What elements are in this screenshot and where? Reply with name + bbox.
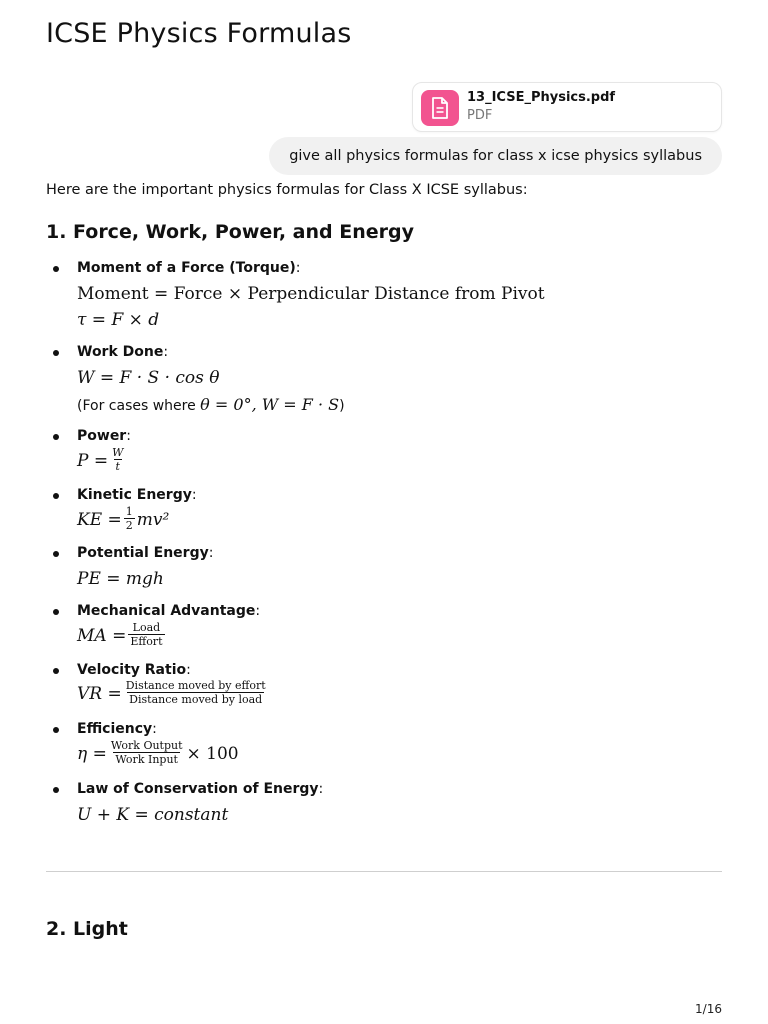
item-label: Mechanical Advantage: xyxy=(77,603,261,619)
item-label: Velocity Ratio: xyxy=(77,662,191,678)
item-label: Potential Energy: xyxy=(77,545,214,561)
formula-potential-energy: PE = mgh xyxy=(77,569,164,589)
bullet-icon xyxy=(53,434,59,440)
user-message-bubble: give all physics formulas for class x icse physics syllabus xyxy=(269,137,722,175)
fraction: $\frac{W}{t}$ xyxy=(112,446,124,473)
section-heading-force-work-power-energy: 1. Force, Work, Power, and Energy xyxy=(46,221,414,243)
item-label: Kinetic Energy: xyxy=(77,487,197,503)
formula-velocity-ratio: VR = $\frac{\text{Distance moved by effort}}{\text{Distance moved by load}}$ xyxy=(77,679,266,706)
bullet-icon xyxy=(53,787,59,793)
formula-work-done: W = F · S · cos θ xyxy=(77,368,220,388)
bullet-icon xyxy=(53,493,59,499)
bullet-icon xyxy=(53,551,59,557)
fraction: $\frac{\text{Load}}{\text{Effort}}$ xyxy=(130,621,163,648)
bullet-icon xyxy=(53,668,59,674)
bullet-icon xyxy=(53,350,59,356)
formula-mechanical-advantage: MA = $\frac{\text{Load}}{\text{Effort}}$ xyxy=(77,621,163,648)
item-label: Power: xyxy=(77,428,131,444)
item-label: Efficiency: xyxy=(77,721,157,737)
formula-torque-definition: Moment = Force × Perpendicular Distance from Pivot xyxy=(77,284,545,304)
formula-power: P = $\frac{W}{t}$ xyxy=(77,446,124,473)
page-title: ICSE Physics Formulas xyxy=(46,18,352,49)
work-done-note: (For cases where θ = 0°, W = F · S) xyxy=(77,395,345,414)
document-icon xyxy=(421,90,459,126)
bullet-icon xyxy=(53,609,59,615)
formula-kinetic-energy: KE = $\frac{1}{2}$ mv² xyxy=(77,505,170,532)
bullet-icon xyxy=(53,727,59,733)
attachment-file-name: 13_ICSE_Physics.pdf xyxy=(467,90,616,105)
formula-conservation-of-energy: U + K = constant xyxy=(77,805,229,825)
fraction: $\frac{1}{2}$ xyxy=(125,505,133,532)
item-label: Law of Conservation of Energy: xyxy=(77,781,324,797)
bullet-icon xyxy=(53,266,59,272)
section-heading-light: 2. Light xyxy=(46,918,128,940)
section-divider xyxy=(46,871,722,872)
formula-torque-symbolic: τ = F × d xyxy=(77,310,160,330)
attachment-file-type: PDF xyxy=(467,108,493,123)
item-label: Moment of a Force (Torque): xyxy=(77,260,301,276)
response-intro: Here are the important physics formulas for Class X ICSE syllabus: xyxy=(46,182,528,198)
attachment-card[interactable] xyxy=(412,82,722,132)
fraction: $\frac{\text{Work Output}}{\text{Work Input}}$ xyxy=(110,739,183,766)
page-indicator: 1/16 xyxy=(695,1002,722,1016)
formula-efficiency: η = $\frac{\text{Work Output}}{\text{Work Input}}$ × 100 xyxy=(77,739,239,766)
fraction: $\frac{\text{Distance moved by effort}}{\text{Distance moved by load}}$ xyxy=(125,679,266,706)
item-label: Work Done: xyxy=(77,344,169,360)
